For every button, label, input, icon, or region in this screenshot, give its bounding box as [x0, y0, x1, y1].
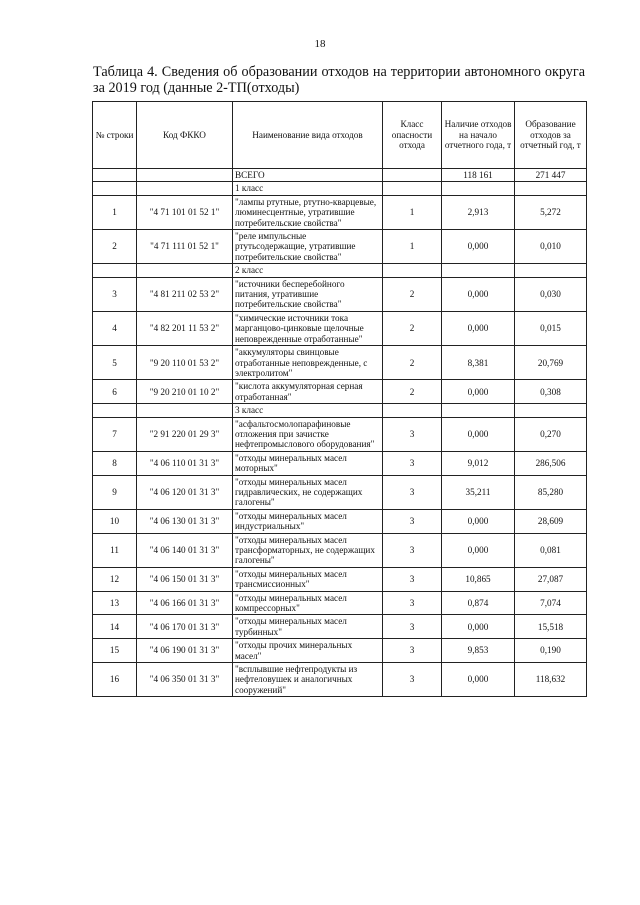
- class-section-label: 1 класс: [233, 182, 383, 195]
- code-cell: "9 20 210 01 10 2": [137, 380, 233, 404]
- header-name: Наименование вида отходов: [233, 102, 383, 169]
- class-section-label: 2 класс: [233, 264, 383, 277]
- generated-value: 0,270: [515, 417, 587, 451]
- row-number-cell: 15: [93, 639, 137, 663]
- waste-name-cell: "всплывшие нефтепродукты из нефтеловушек и аналогичных сооружений": [233, 663, 383, 697]
- row-number-cell: 14: [93, 615, 137, 639]
- row-number-cell: 9: [93, 475, 137, 509]
- table-row: [93, 277, 587, 311]
- table-row: [93, 346, 587, 380]
- stock-start-value: [442, 182, 515, 195]
- hazard-class-cell: [383, 169, 442, 182]
- hazard-class-cell: 3: [383, 417, 442, 451]
- class-section-row: [93, 264, 587, 277]
- header-row: [93, 102, 587, 169]
- header-code: Код ФККО: [137, 102, 233, 169]
- hazard-class-cell: [383, 182, 442, 195]
- stock-start-value: 2,913: [442, 195, 515, 229]
- table-row: [93, 615, 587, 639]
- table-row: [93, 591, 587, 615]
- table-row: [93, 230, 587, 264]
- stock-start-value: 35,211: [442, 475, 515, 509]
- waste-name-cell: "отходы минеральных масел трансформаторных, не содержащих галогены": [233, 533, 383, 567]
- header-row-no: № строки: [93, 102, 137, 169]
- hazard-class-cell: 2: [383, 380, 442, 404]
- generated-value: 5,272: [515, 195, 587, 229]
- generated-value: 85,280: [515, 475, 587, 509]
- stock-start-value: 0,000: [442, 615, 515, 639]
- header-stock-start: Наличие отходов на начало отчетного года, т: [442, 102, 515, 169]
- waste-name-cell: "асфальтосмолопарафиновые отложения при зачистке нефтепромыслового оборудования": [233, 417, 383, 451]
- table-row: [93, 417, 587, 451]
- stock-start-value: 10,865: [442, 567, 515, 591]
- table-body: [93, 169, 587, 697]
- hazard-class-cell: [383, 264, 442, 277]
- waste-name-cell: "отходы прочих минеральных масел": [233, 639, 383, 663]
- header-hazard-class: Класс опасности отхода: [383, 102, 442, 169]
- code-cell: "4 06 140 01 31 3": [137, 533, 233, 567]
- stock-start-value: 0,000: [442, 663, 515, 697]
- code-cell: [137, 264, 233, 277]
- generated-value: [515, 404, 587, 417]
- table-row: [93, 509, 587, 533]
- table-row: [93, 311, 587, 345]
- row-number-cell: 16: [93, 663, 137, 697]
- row-number-cell: 13: [93, 591, 137, 615]
- row-number-cell: 11: [93, 533, 137, 567]
- hazard-class-cell: 2: [383, 277, 442, 311]
- stock-start-value: 118 161: [442, 169, 515, 182]
- total-row: [93, 169, 587, 182]
- stock-start-value: 9,012: [442, 451, 515, 475]
- code-cell: "4 06 350 01 31 3": [137, 663, 233, 697]
- header-generated: Образование отходов за отчетный год, т: [515, 102, 587, 169]
- waste-name-cell: "лампы ртутные, ртутно-кварцевые, люминесцентные, утратившие потребительские свойства": [233, 195, 383, 229]
- hazard-class-cell: 3: [383, 533, 442, 567]
- table-row: [93, 475, 587, 509]
- stock-start-value: 0,000: [442, 311, 515, 345]
- generated-value: 20,769: [515, 346, 587, 380]
- row-number-cell: 5: [93, 346, 137, 380]
- waste-name-cell: "кислота аккумуляторная серная отработанная": [233, 380, 383, 404]
- hazard-class-cell: 1: [383, 195, 442, 229]
- code-cell: "4 06 170 01 31 3": [137, 615, 233, 639]
- code-cell: [137, 404, 233, 417]
- stock-start-value: 0,000: [442, 417, 515, 451]
- hazard-class-cell: 2: [383, 346, 442, 380]
- code-cell: "4 82 201 11 53 2": [137, 311, 233, 345]
- code-cell: "4 06 130 01 31 3": [137, 509, 233, 533]
- waste-name-cell: "отходы минеральных масел индустриальных": [233, 509, 383, 533]
- code-cell: "2 91 220 01 29 3": [137, 417, 233, 451]
- generated-value: 15,518: [515, 615, 587, 639]
- table-row: [93, 639, 587, 663]
- hazard-class-cell: 2: [383, 311, 442, 345]
- table-row: [93, 567, 587, 591]
- hazard-class-cell: 1: [383, 230, 442, 264]
- code-cell: [137, 169, 233, 182]
- waste-name-cell: "отходы минеральных масел гидравлических, не содержащих галогены": [233, 475, 383, 509]
- table-row: [93, 663, 587, 697]
- row-number-cell: 8: [93, 451, 137, 475]
- hazard-class-cell: 3: [383, 567, 442, 591]
- class-section-row: [93, 404, 587, 417]
- page-number: 18: [314, 38, 326, 50]
- total-label: ВСЕГО: [233, 169, 383, 182]
- code-cell: [137, 182, 233, 195]
- code-cell: "4 06 110 01 31 3": [137, 451, 233, 475]
- table-header: [93, 102, 587, 169]
- row-number-cell: 6: [93, 380, 137, 404]
- stock-start-value: 8,381: [442, 346, 515, 380]
- row-number-cell: 10: [93, 509, 137, 533]
- code-cell: "4 71 101 01 52 1": [137, 195, 233, 229]
- row-number-cell: 4: [93, 311, 137, 345]
- generated-value: 0,308: [515, 380, 587, 404]
- generated-value: 118,632: [515, 663, 587, 697]
- table-row: [93, 380, 587, 404]
- code-cell: "4 06 150 01 31 3": [137, 567, 233, 591]
- generated-value: 286,506: [515, 451, 587, 475]
- hazard-class-cell: 3: [383, 475, 442, 509]
- waste-name-cell: "отходы минеральных масел турбинных": [233, 615, 383, 639]
- row-number-cell: 12: [93, 567, 137, 591]
- hazard-class-cell: [383, 404, 442, 417]
- generated-value: 0,081: [515, 533, 587, 567]
- code-cell: "4 81 211 02 53 2": [137, 277, 233, 311]
- generated-value: 27,087: [515, 567, 587, 591]
- generated-value: [515, 182, 587, 195]
- generated-value: [515, 264, 587, 277]
- row-number-cell: 3: [93, 277, 137, 311]
- stock-start-value: 0,000: [442, 230, 515, 264]
- row-number-cell: 2: [93, 230, 137, 264]
- stock-start-value: [442, 404, 515, 417]
- stock-start-value: 0,874: [442, 591, 515, 615]
- waste-name-cell: "реле импульсные ртутьсодержащие, утратившие потребительские свойства": [233, 230, 383, 264]
- code-cell: "4 06 190 01 31 3": [137, 639, 233, 663]
- generated-value: 0,010: [515, 230, 587, 264]
- row-number-cell: [93, 264, 137, 277]
- stock-start-value: 0,000: [442, 380, 515, 404]
- row-number-cell: 7: [93, 417, 137, 451]
- code-cell: "4 06 120 01 31 3": [137, 475, 233, 509]
- waste-name-cell: "отходы минеральных масел трансмиссионных": [233, 567, 383, 591]
- hazard-class-cell: 3: [383, 451, 442, 475]
- generated-value: 0,030: [515, 277, 587, 311]
- code-cell: "4 71 111 01 52 1": [137, 230, 233, 264]
- generated-value: 28,609: [515, 509, 587, 533]
- generated-value: 7,074: [515, 591, 587, 615]
- table-row: [93, 451, 587, 475]
- class-section-label: 3 класс: [233, 404, 383, 417]
- code-cell: "9 20 110 01 53 2": [137, 346, 233, 380]
- row-number-cell: [93, 169, 137, 182]
- table-row: [93, 195, 587, 229]
- waste-name-cell: "отходы минеральных масел моторных": [233, 451, 383, 475]
- row-number-cell: [93, 182, 137, 195]
- generated-value: 0,190: [515, 639, 587, 663]
- hazard-class-cell: 3: [383, 639, 442, 663]
- row-number-cell: [93, 404, 137, 417]
- waste-name-cell: "источники бесперебойного питания, утратившие потребительские свойства": [233, 277, 383, 311]
- hazard-class-cell: 3: [383, 663, 442, 697]
- table-row: [93, 533, 587, 567]
- waste-name-cell: "химические источники тока марганцово-цинковые щелочные неповрежденные отработанные": [233, 311, 383, 345]
- table-caption: Таблица 4. Сведения об образовании отходов на территории автономного округа за 2019 год (данные 2-ТП(отходы): [93, 64, 585, 96]
- stock-start-value: 9,853: [442, 639, 515, 663]
- hazard-class-cell: 3: [383, 509, 442, 533]
- code-cell: "4 06 166 01 31 3": [137, 591, 233, 615]
- waste-table: [92, 101, 587, 697]
- row-number-cell: 1: [93, 195, 137, 229]
- waste-name-cell: "аккумуляторы свинцовые отработанные неповрежденные, с электролитом": [233, 346, 383, 380]
- stock-start-value: [442, 264, 515, 277]
- generated-value: 0,015: [515, 311, 587, 345]
- hazard-class-cell: 3: [383, 615, 442, 639]
- stock-start-value: 0,000: [442, 509, 515, 533]
- waste-name-cell: "отходы минеральных масел компрессорных": [233, 591, 383, 615]
- generated-value: 271 447: [515, 169, 587, 182]
- class-section-row: [93, 182, 587, 195]
- stock-start-value: 0,000: [442, 533, 515, 567]
- stock-start-value: 0,000: [442, 277, 515, 311]
- hazard-class-cell: 3: [383, 591, 442, 615]
